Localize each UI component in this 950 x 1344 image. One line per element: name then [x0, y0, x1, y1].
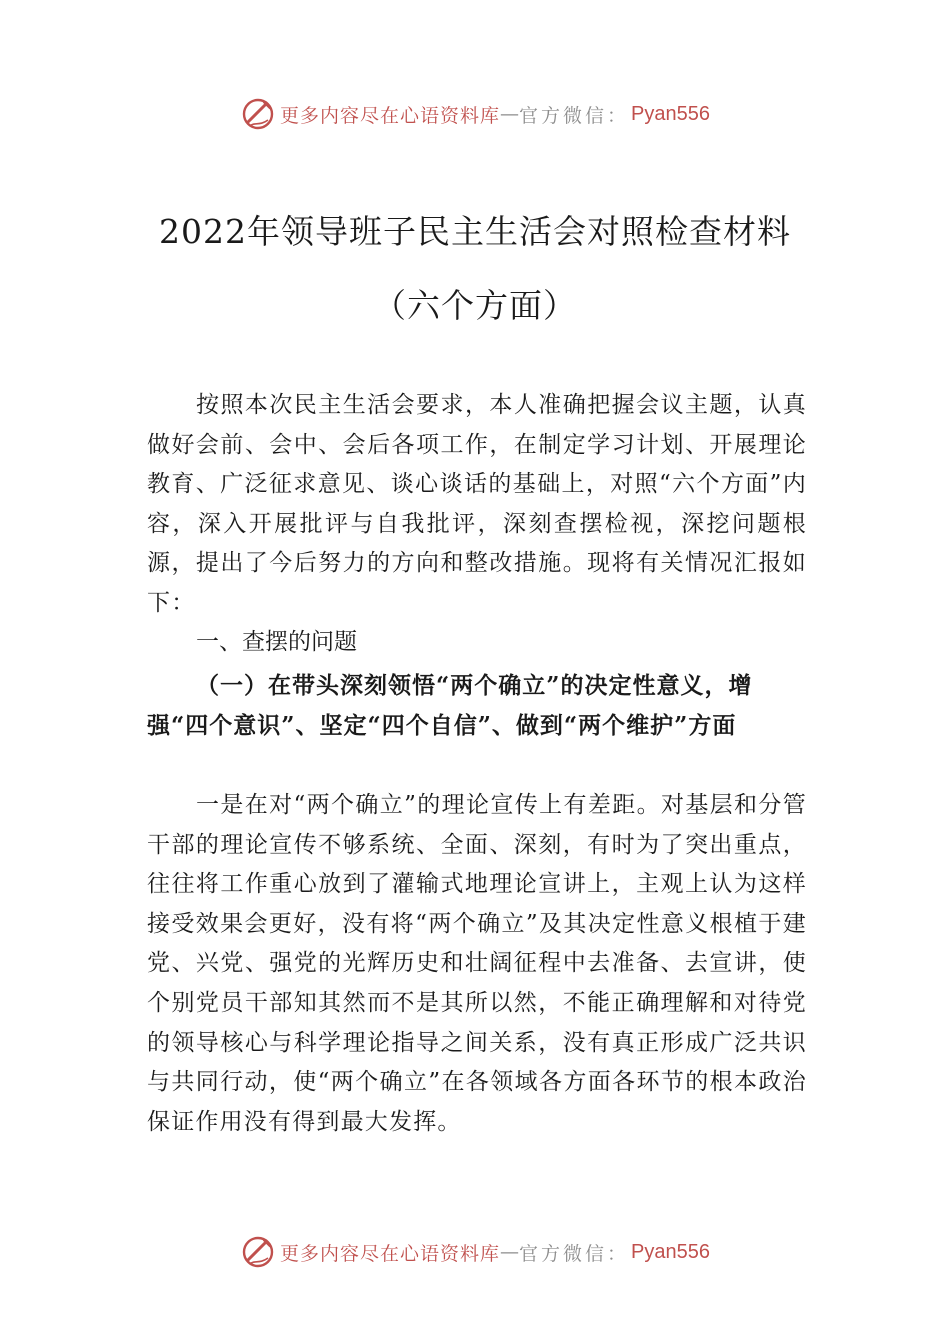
header-banner — [0, 94, 950, 134]
section-heading: 一、查摆的问题 — [196, 629, 357, 655]
banner-wechat-id: Pyan556 — [631, 102, 710, 125]
document-subtitle: （六个方面） — [373, 286, 577, 325]
pen-logo-icon — [240, 96, 276, 132]
banner-text: 更多内容尽在心语资料库 — [280, 104, 501, 127]
intro-paragraph: 按照本次民主生活会要求，本人准确把握会议主题，认真做好会前、会中、会后各项工作，在制定学习计划、开展理论教育、广泛征求意见、谈心谈话的基础上，对照“六个方面”内容，深入开展批评与自我批评，深刻查摆检视，深挖问题根源，提出了今后努力的方向和整改措施。现将有关情况汇报如下： — [147, 392, 807, 616]
subsection-heading: （一）在带头深刻领悟“两个确立”的决定性意义，增强“四个意识”、坚定“四个自信”、做到“两个维护”方面 — [147, 672, 753, 739]
banner-separator: — — [500, 1241, 520, 1263]
document-title: 2022年领导班子民主生活会对照检查材料 — [159, 212, 791, 251]
body-paragraph: 一是在对“两个确立”的理论宣传上有差距。对基层和分管干部的理论宣传不够系统、全面、深刻，有时为了突出重点，往往将工作重心放到了灌输式地理论宣讲上，主观上认为这样接受效果会更好，没有将“两个确立”及其决定性意义根植于建党、兴党、强党的光辉历史和壮阔征程中去准备、去宣讲，使个别党员干部知其然而不是其所以然，不能正确理解和对待党的领导核心与科学理论指导之间关系，没有真正形成广泛共识与共同行动，使“两个确立”在各领域各方面各环节的根本政治保证作用没有得到最大发挥。 — [147, 792, 807, 1135]
banner-wechat-id: Pyan556 — [631, 1240, 710, 1263]
pen-logo-icon — [240, 1234, 276, 1270]
banner-wechat-label: 官方微信： — [519, 104, 630, 127]
banner-separator: — — [500, 103, 520, 125]
banner-wechat-label: 官方微信： — [519, 1242, 630, 1265]
banner-text: 更多内容尽在心语资料库 — [280, 1242, 501, 1265]
footer-banner — [0, 1232, 950, 1272]
